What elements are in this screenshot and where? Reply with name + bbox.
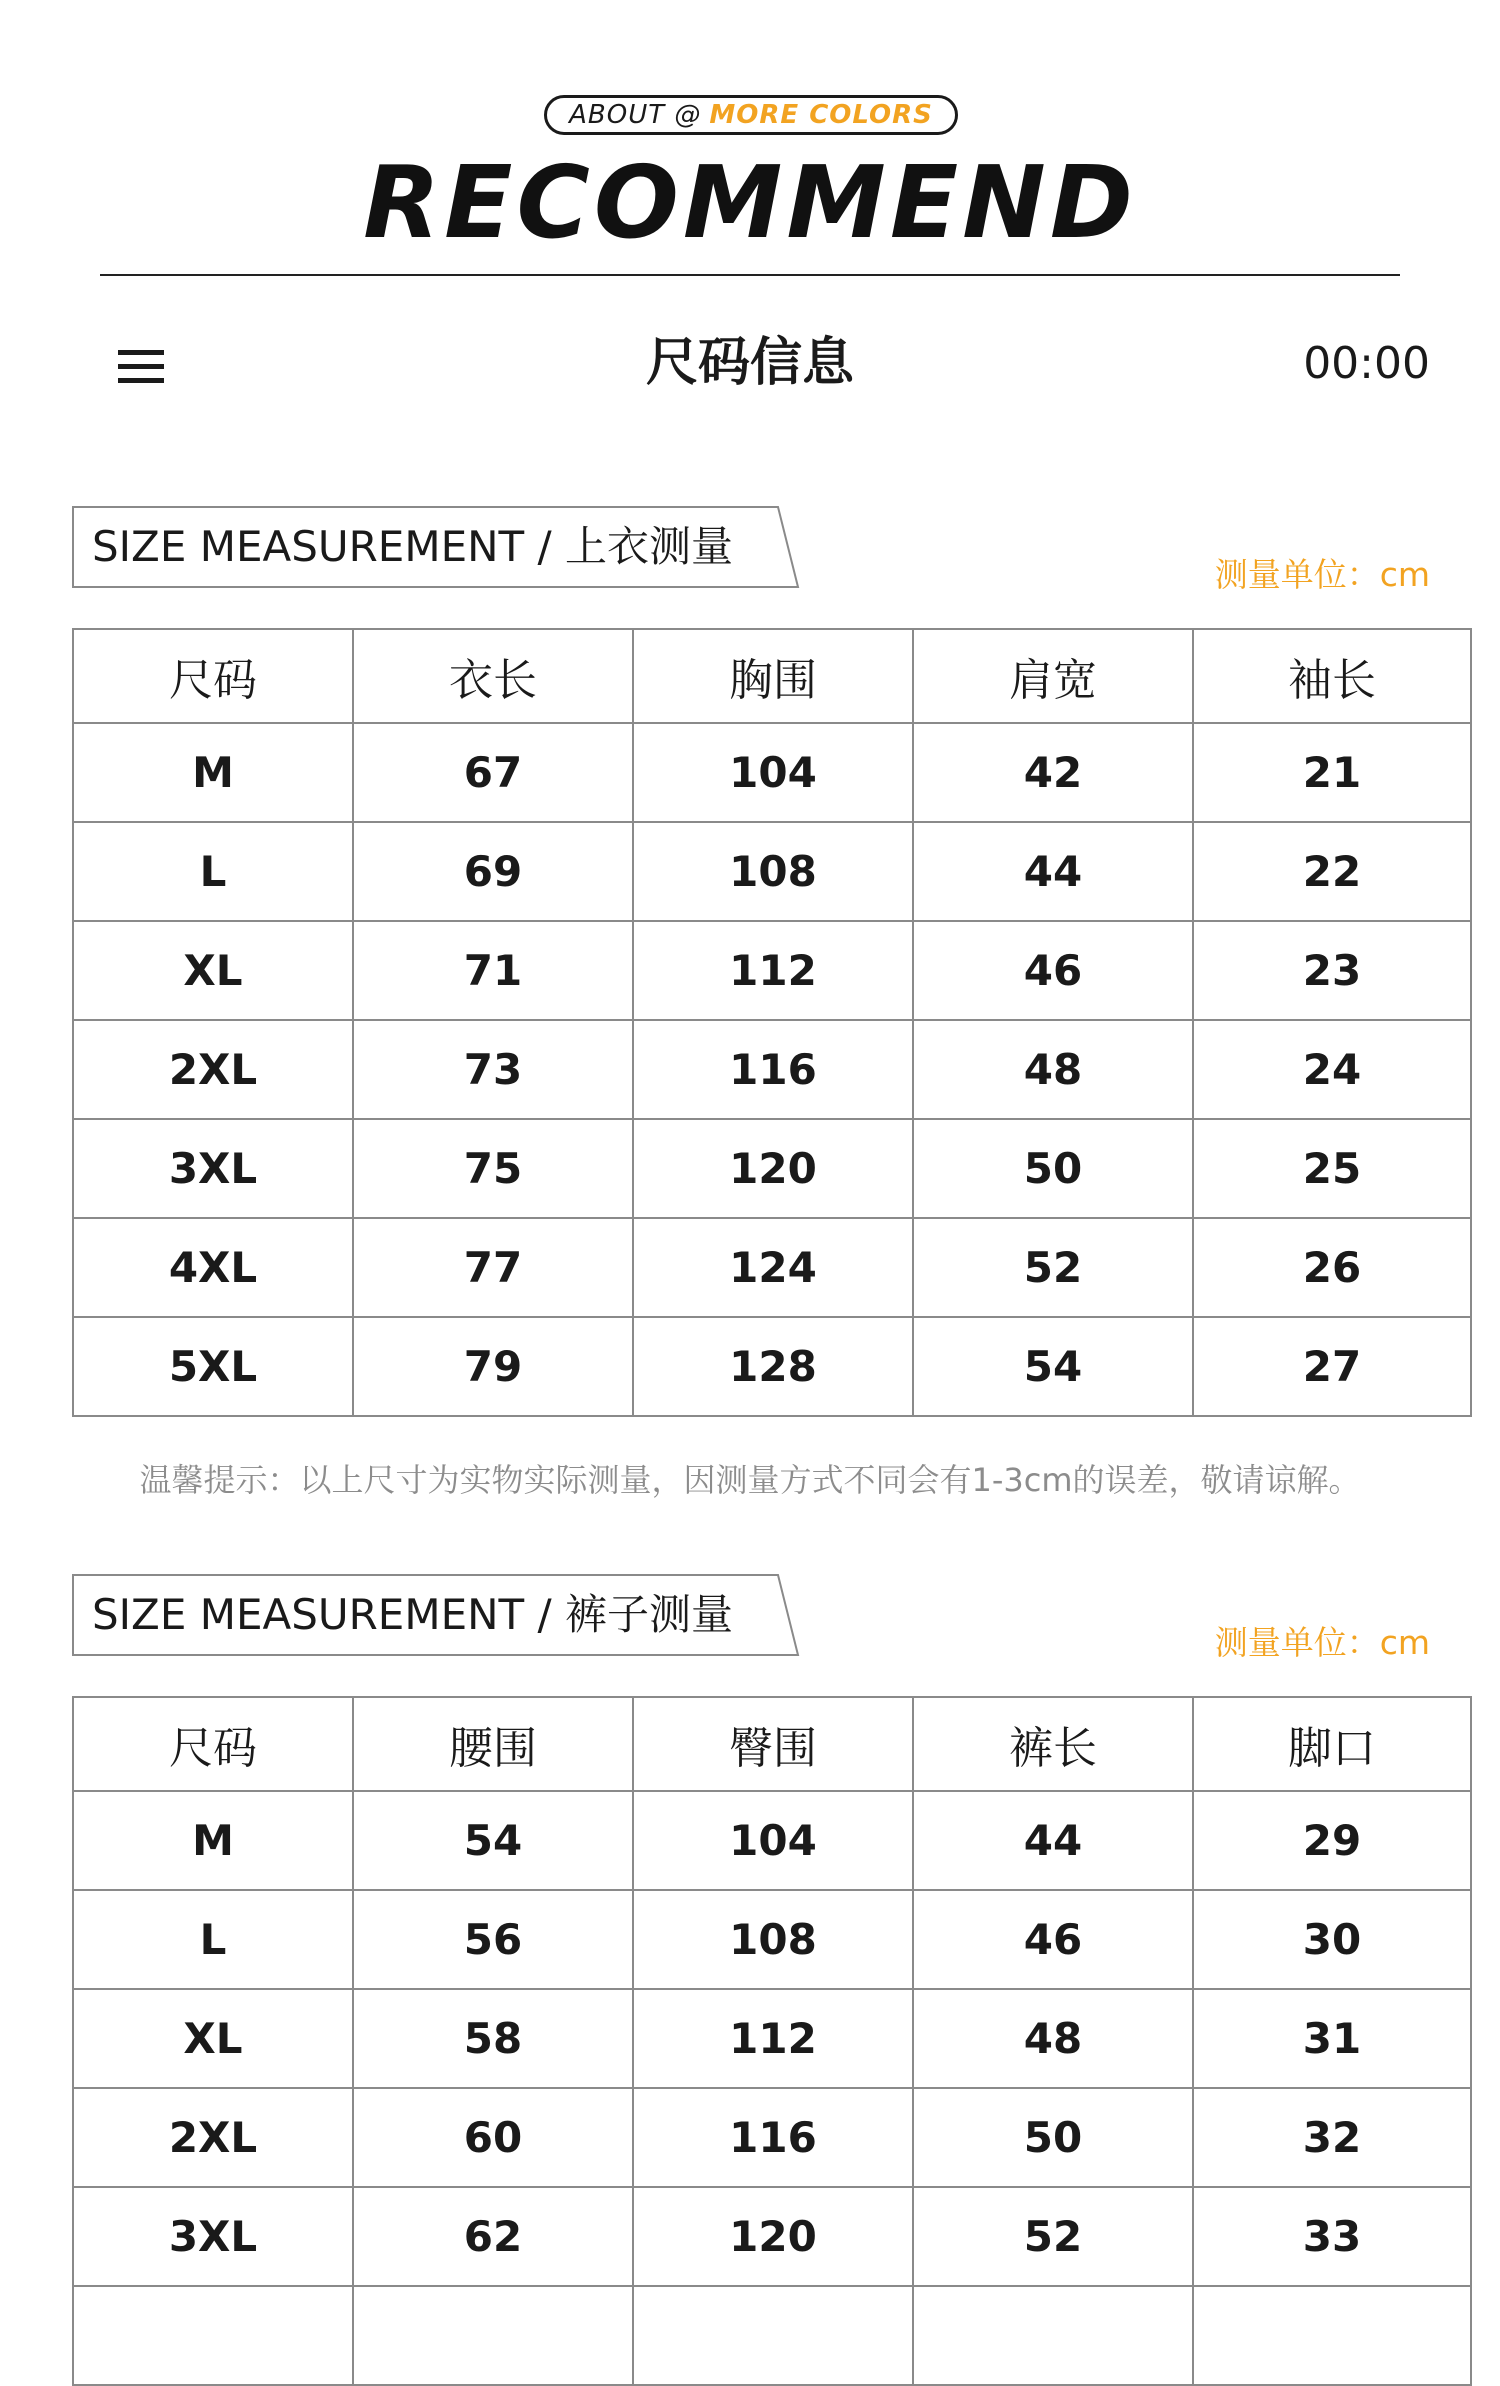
table-cell: 112 [633, 1989, 913, 2088]
table-row [73, 1791, 1471, 1890]
table-cell: L [73, 822, 353, 921]
table-cell: M [73, 723, 353, 822]
table-cell: XL [73, 921, 353, 1020]
about-more-colors-badge [544, 95, 958, 135]
table-row-partial [73, 2286, 1471, 2385]
table-header-row [73, 629, 1471, 723]
pants-unit-label: 测量单位：cm [1214, 1623, 1430, 1662]
table-cell: 22 [1193, 822, 1471, 921]
table-cell [73, 2286, 353, 2385]
table-cell: 71 [353, 921, 633, 1020]
table-cell: 108 [633, 1890, 913, 1989]
table-cell: 73 [353, 1020, 633, 1119]
table-row [73, 921, 1471, 1020]
about-text: ABOUT @ [569, 100, 702, 130]
table-cell: 62 [353, 2187, 633, 2286]
table-cell: 32 [1193, 2088, 1471, 2187]
top-size-table [72, 628, 1472, 1417]
table-cell: 23 [1193, 921, 1471, 1020]
top-section-label: SIZE MEASUREMENT / 上衣测量 [92, 522, 734, 571]
table-cell [913, 2286, 1193, 2385]
table-cell: 79 [353, 1317, 633, 1416]
table-cell: 3XL [73, 1119, 353, 1218]
table-cell [1193, 2286, 1471, 2385]
table-cell: 112 [633, 921, 913, 1020]
time-display: 00:00 [1303, 338, 1430, 389]
table-cell: 48 [913, 1989, 1193, 2088]
pants-size-table [72, 1696, 1472, 2386]
header-divider [100, 274, 1400, 276]
table-cell: 116 [633, 1020, 913, 1119]
table-cell: 42 [913, 723, 1193, 822]
table-cell: 26 [1193, 1218, 1471, 1317]
table-cell: 5XL [73, 1317, 353, 1416]
column-header: 衣长 [353, 629, 633, 723]
table-cell: 46 [913, 1890, 1193, 1989]
more-colors-text: MORE COLORS [709, 100, 933, 130]
table-row [73, 822, 1471, 921]
table-cell: 27 [1193, 1317, 1471, 1416]
table-cell: 2XL [73, 2088, 353, 2187]
table-cell: 120 [633, 2187, 913, 2286]
table-row [73, 1020, 1471, 1119]
table-row [73, 1890, 1471, 1989]
table-cell: 75 [353, 1119, 633, 1218]
recommend-title: RECOMMEND [363, 144, 1137, 261]
column-header: 裤长 [913, 1697, 1193, 1791]
table-cell: 31 [1193, 1989, 1471, 2088]
column-header: 胸围 [633, 629, 913, 723]
table-cell: 54 [913, 1317, 1193, 1416]
table-cell: 120 [633, 1119, 913, 1218]
measurement-tip: 温馨提示：以上尺寸为实物实际测量，因测量方式不同会有1-3cm的误差，敬请谅解。 [139, 1461, 1361, 1499]
table-header-row [73, 1697, 1471, 1791]
table-cell: 4XL [73, 1218, 353, 1317]
table-row [73, 2187, 1471, 2286]
table-cell: 67 [353, 723, 633, 822]
table-cell: 33 [1193, 2187, 1471, 2286]
pants-section-header [72, 1574, 800, 1656]
table-cell: 58 [353, 1989, 633, 2088]
table-cell: 44 [913, 822, 1193, 921]
top-section-header [72, 506, 800, 588]
table-cell: 77 [353, 1218, 633, 1317]
table-cell: 3XL [73, 2187, 353, 2286]
column-header: 肩宽 [913, 629, 1193, 723]
table-cell: 104 [633, 723, 913, 822]
table-cell: 21 [1193, 723, 1471, 822]
table-row [73, 2088, 1471, 2187]
table-cell: 2XL [73, 1020, 353, 1119]
table-cell: 24 [1193, 1020, 1471, 1119]
column-header: 尺码 [73, 629, 353, 723]
table-cell: 52 [913, 2187, 1193, 2286]
table-row [73, 1317, 1471, 1416]
table-cell: 50 [913, 2088, 1193, 2187]
column-header: 脚口 [1193, 1697, 1471, 1791]
column-header: 臀围 [633, 1697, 913, 1791]
table-cell: 69 [353, 822, 633, 921]
table-cell: 60 [353, 2088, 633, 2187]
table-row [73, 1218, 1471, 1317]
table-cell: 52 [913, 1218, 1193, 1317]
column-header: 尺码 [73, 1697, 353, 1791]
table-cell: 48 [913, 1020, 1193, 1119]
table-cell: 128 [633, 1317, 913, 1416]
pants-section-label: SIZE MEASUREMENT / 裤子测量 [92, 1590, 734, 1639]
page-title: 尺码信息 [645, 333, 854, 393]
table-cell: L [73, 1890, 353, 1989]
table-cell: 54 [353, 1791, 633, 1890]
table-row [73, 723, 1471, 822]
top-unit-label: 测量单位：cm [1214, 555, 1430, 594]
table-cell: 50 [913, 1119, 1193, 1218]
table-row [73, 1989, 1471, 2088]
table-cell: 116 [633, 2088, 913, 2187]
table-cell: XL [73, 1989, 353, 2088]
table-cell: 25 [1193, 1119, 1471, 1218]
table-cell: 46 [913, 921, 1193, 1020]
table-cell: 56 [353, 1890, 633, 1989]
column-header: 腰围 [353, 1697, 633, 1791]
table-cell [353, 2286, 633, 2385]
table-cell: 124 [633, 1218, 913, 1317]
table-cell: 44 [913, 1791, 1193, 1890]
table-cell: 108 [633, 822, 913, 921]
table-cell: 104 [633, 1791, 913, 1890]
table-cell: 30 [1193, 1890, 1471, 1989]
column-header: 袖长 [1193, 629, 1471, 723]
table-cell [633, 2286, 913, 2385]
table-row [73, 1119, 1471, 1218]
table-cell: M [73, 1791, 353, 1890]
table-cell: 29 [1193, 1791, 1471, 1890]
